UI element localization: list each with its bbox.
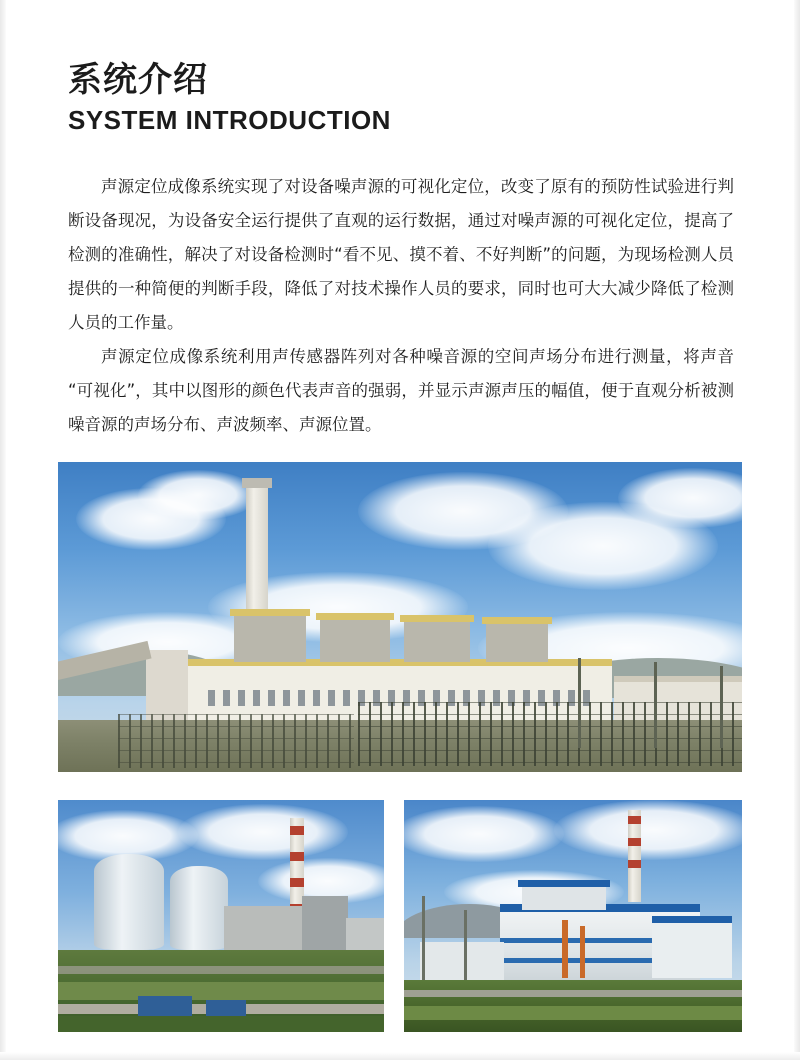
transmission-pylon xyxy=(720,666,723,748)
page-bottom-edge xyxy=(0,1052,800,1060)
plant-building xyxy=(346,918,384,952)
chimney-band xyxy=(628,860,641,868)
road xyxy=(404,990,742,997)
cloud-shape xyxy=(178,804,348,860)
cooling-tower xyxy=(94,854,164,950)
transmission-pylon xyxy=(464,910,467,982)
photo-plant-building xyxy=(404,800,742,1032)
cloud-shape xyxy=(138,470,258,520)
page-title xyxy=(68,62,391,136)
greenery xyxy=(58,1016,384,1032)
boiler-block xyxy=(234,614,306,662)
body-text xyxy=(68,170,734,442)
hedge-row xyxy=(404,1006,742,1020)
boiler-block xyxy=(320,618,390,662)
chimney-band xyxy=(628,838,641,846)
hedge-row xyxy=(58,982,384,1000)
page-title-english: SYSTEM INTRODUCTION xyxy=(68,104,391,135)
pipe xyxy=(562,920,568,978)
switchyard-pylons xyxy=(358,702,742,766)
boiler-block xyxy=(522,884,606,910)
photo-cooling-towers xyxy=(58,800,384,1032)
chimney-band xyxy=(290,826,304,835)
page-title-chinese: 系统介绍 xyxy=(68,60,208,100)
boiler-roof xyxy=(230,609,310,616)
boiler-roof xyxy=(400,615,474,622)
chimney-band xyxy=(290,852,304,861)
transmission-pylon xyxy=(654,662,657,748)
chimney-band xyxy=(628,816,641,824)
pipe xyxy=(580,926,585,978)
cloud-shape xyxy=(554,800,742,860)
boiler-roof xyxy=(316,613,394,620)
plant-building xyxy=(224,906,302,952)
boiler-block xyxy=(404,620,470,662)
transmission-pylon xyxy=(578,658,581,748)
annex-building xyxy=(652,920,732,978)
switchyard-pylons xyxy=(118,714,354,768)
boiler-roof xyxy=(482,617,552,624)
page-left-edge xyxy=(0,0,6,1060)
chimney-cap xyxy=(242,478,272,488)
boiler-roof-band xyxy=(518,880,610,887)
photo-power-plant-main xyxy=(58,462,742,772)
left-building xyxy=(420,942,504,980)
chimney-band xyxy=(290,878,304,887)
cooling-tower xyxy=(170,866,228,950)
page-right-edge xyxy=(794,0,800,1060)
boiler-block xyxy=(486,622,548,662)
paragraph-2: 声源定位成像系统利用声传感器阵列对各种噪音源的空间声场分布进行测量，将声音“可视化”，其中以图形的颜色代表声音的强弱，并显示声源声压的幅值，便于直观分析被测噪音源的声场分布、声波频率、声源位置。 xyxy=(68,347,734,434)
road xyxy=(58,966,384,974)
plant-building xyxy=(302,896,348,952)
paragraph-1: 声源定位成像系统实现了对设备噪声源的可视化定位，改变了原有的预防性试验进行判断设备现况，为设备安全运行提供了直观的运行数据，通过对噪声源的可视化定位，提高了检测的准确性，解决了对设备检测时“看不见、摸不着、不好判断”的问题，为现场检测人员提供的一种简便的判断手段，降低了对技术操作人员的要求，同时也可大大减少降低了检测人员的工作量。 xyxy=(68,177,734,332)
transmission-pylon xyxy=(422,896,425,982)
annex-roof-band xyxy=(652,916,732,923)
